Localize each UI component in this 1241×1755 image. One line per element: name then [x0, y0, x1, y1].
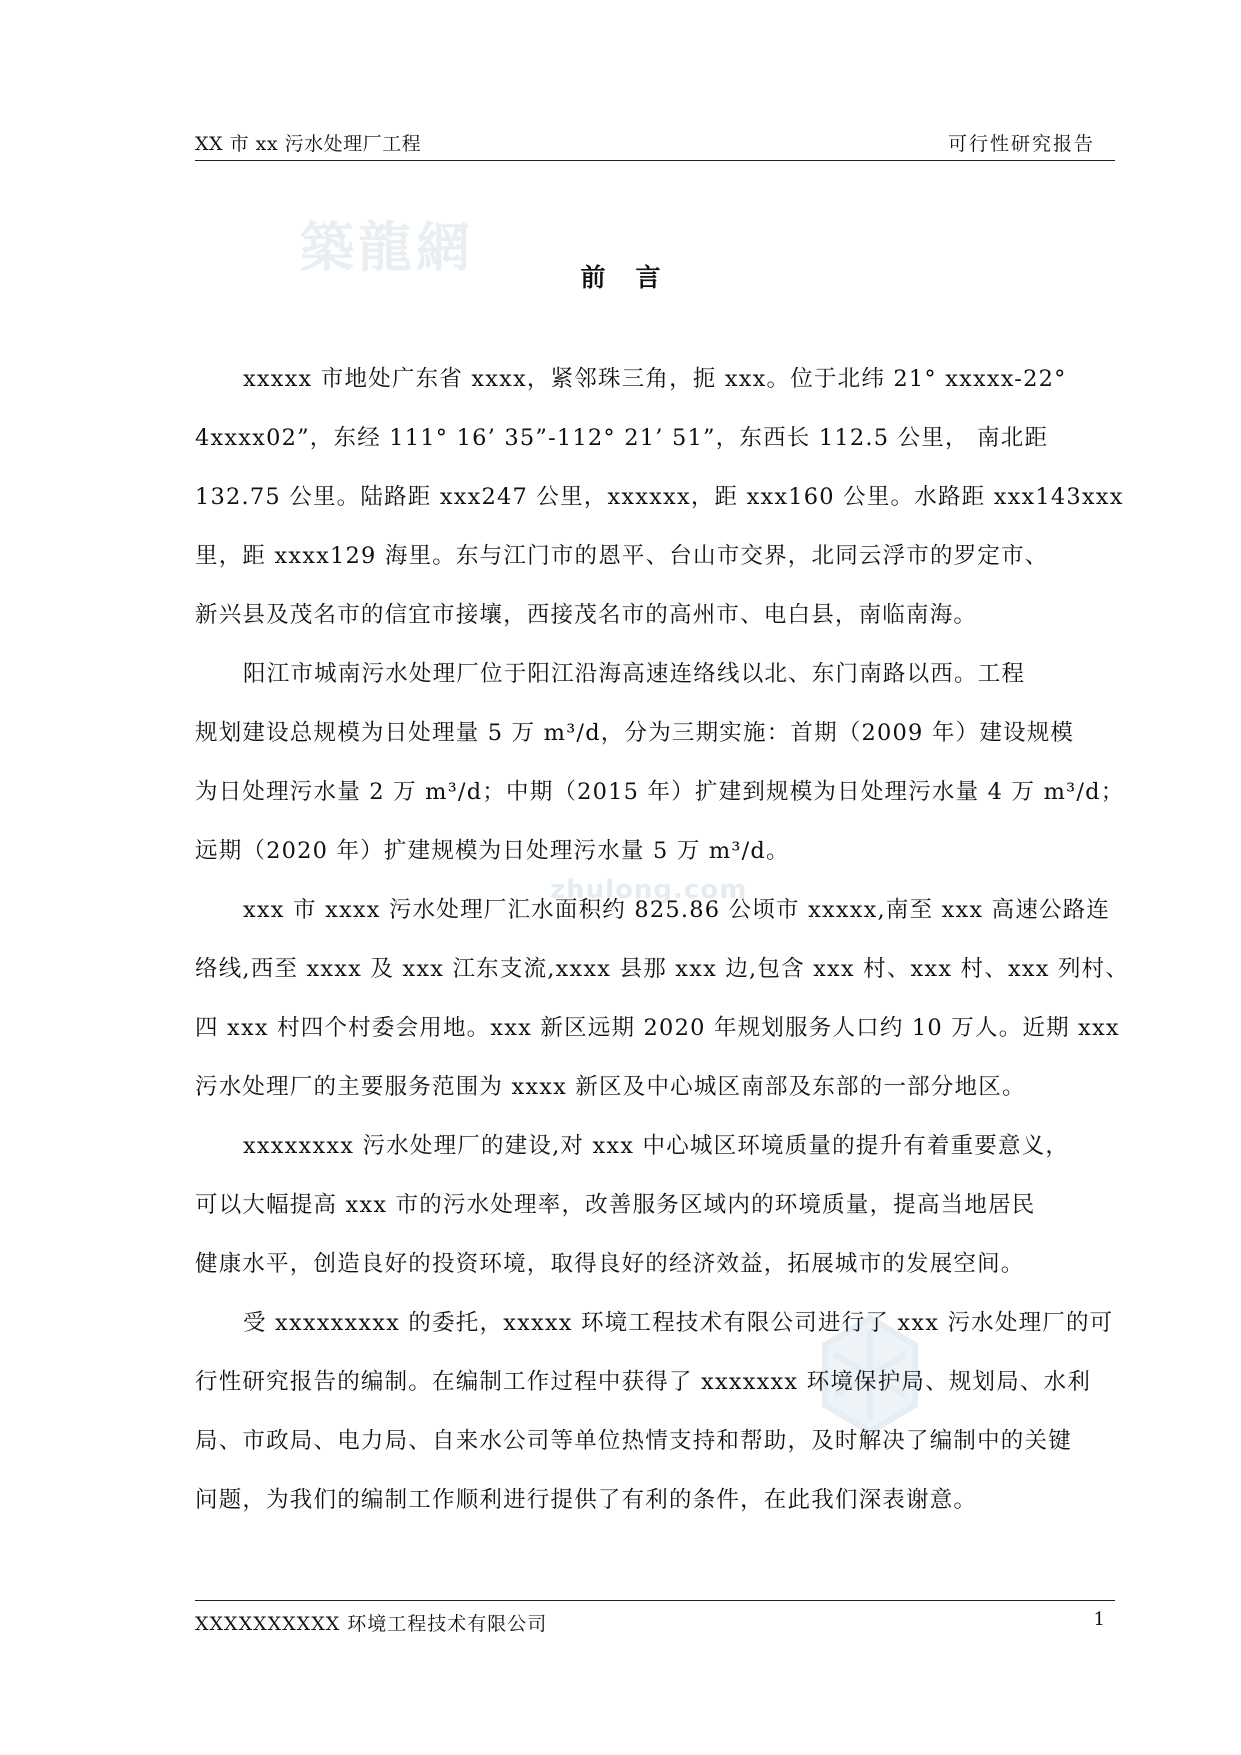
- paragraph-4-line-1: xxxxxxxx 污水处理厂的建设,对 xxx 中心城区环境质量的提升有着重要意义，: [243, 1133, 1070, 1159]
- paragraph-5-line-2: 行性研究报告的编制。在编制工作过程中获得了 xxxxxxx 环境保护局、规划局、水利: [195, 1369, 1092, 1395]
- watermark-url: zhulong.com: [550, 875, 748, 905]
- paragraph-5-line-4: 问题，为我们的编制工作顺利进行提供了有利的条件，在此我们深表谢意。: [195, 1487, 978, 1513]
- watermark-logo-text: 築龍網: [300, 215, 474, 279]
- paragraph-3-line-2: 络线,西至 xxxx 及 xxx 江东支流,xxxx 县那 xxx 边,包含 xxx 村、xxx 村、xxx 列村、: [195, 956, 1130, 982]
- page-footer: [195, 1600, 1115, 1635]
- paragraph-2-line-3: 为日处理污水量 2 万 m³/d；中期（2015 年）扩建到规模为日处理污水量 4 万 m³/d；: [195, 779, 1125, 805]
- paragraph-1-line-4: 里，距 xxxx129 海里。东与江门市的恩平、台山市交界，北同云浮市的罗定市、: [195, 543, 1049, 569]
- header-report-type: 可行性研究报告: [947, 133, 1095, 155]
- footer-company-name: XXXXXXXXXX 环境工程技术有限公司: [195, 1613, 548, 1635]
- paragraph-4-line-3: 健康水平，创造良好的投资环境，取得良好的经济效益，拓展城市的发展空间。: [195, 1251, 1025, 1277]
- paragraph-1-line-2: 4xxxx02”，东经 111° 16’ 35”-112° 21’ 51”，东西长 112.5 公里， 南北距: [195, 425, 1049, 451]
- paragraph-1-line-1: xxxxx 市地处广东省 xxxx，紧邻珠三角，扼 xxx。位于北纬 21° xxxxx-22°: [243, 366, 1067, 392]
- paragraph-2-line-4: 远期（2020 年）扩建规模为日处理污水量 5 万 m³/d。: [195, 838, 790, 864]
- page-header: [195, 130, 1115, 161]
- paragraph-1-line-3: 132.75 公里。陆路距 xxx247 公里，xxxxxx，距 xxx160 公里。水路距 xxx143xxx: [195, 484, 1124, 510]
- page-number: 1: [1093, 1609, 1105, 1630]
- paragraph-3-line-3: 四 xxx 村四个村委会用地。xxx 新区远期 2020 年规划服务人口约 10 万人。近期 xxx: [195, 1015, 1120, 1041]
- body-text: [195, 350, 1130, 1530]
- paragraph-2-line-2: 规划建设总规模为日处理量 5 万 m³/d，分为三期实施：首期（2009 年）建设规模: [195, 720, 1075, 746]
- paragraph-3-line-4: 污水处理厂的主要服务范围为 xxxx 新区及中心城区南部及东部的一部分地区。: [195, 1074, 1026, 1100]
- paragraph-4-line-2: 可以大幅提高 xxx 市的污水处理率，改善服务区域内的环境质量，提高当地居民: [195, 1192, 1036, 1218]
- paragraph-3-line-1: xxx 市 xxxx 污水处理厂汇水面积约 825.86 公顷市 xxxxx,南至 xxx 高速公路连: [243, 897, 1111, 923]
- paragraph-2-line-1: 阳江市城南污水处理厂位于阳江沿海高速连络线以北、东门南路以西。工程: [243, 661, 1026, 687]
- header-project-title: XX 市 xx 污水处理厂工程: [195, 133, 422, 155]
- paragraph-5-line-1: 受 xxxxxxxxx 的委托，xxxxx 环境工程技术有限公司进行了 xxx 污水处理厂的可: [243, 1310, 1114, 1336]
- paragraph-5-line-3: 局、市政局、电力局、自来水公司等单位热情支持和帮助，及时解决了编制中的关键: [195, 1428, 1072, 1454]
- paragraph-1-line-5: 新兴县及茂名市的信宜市接壤，西接茂名市的高州市、电白县，南临南海。: [195, 602, 978, 628]
- page-title: 前言: [580, 263, 691, 292]
